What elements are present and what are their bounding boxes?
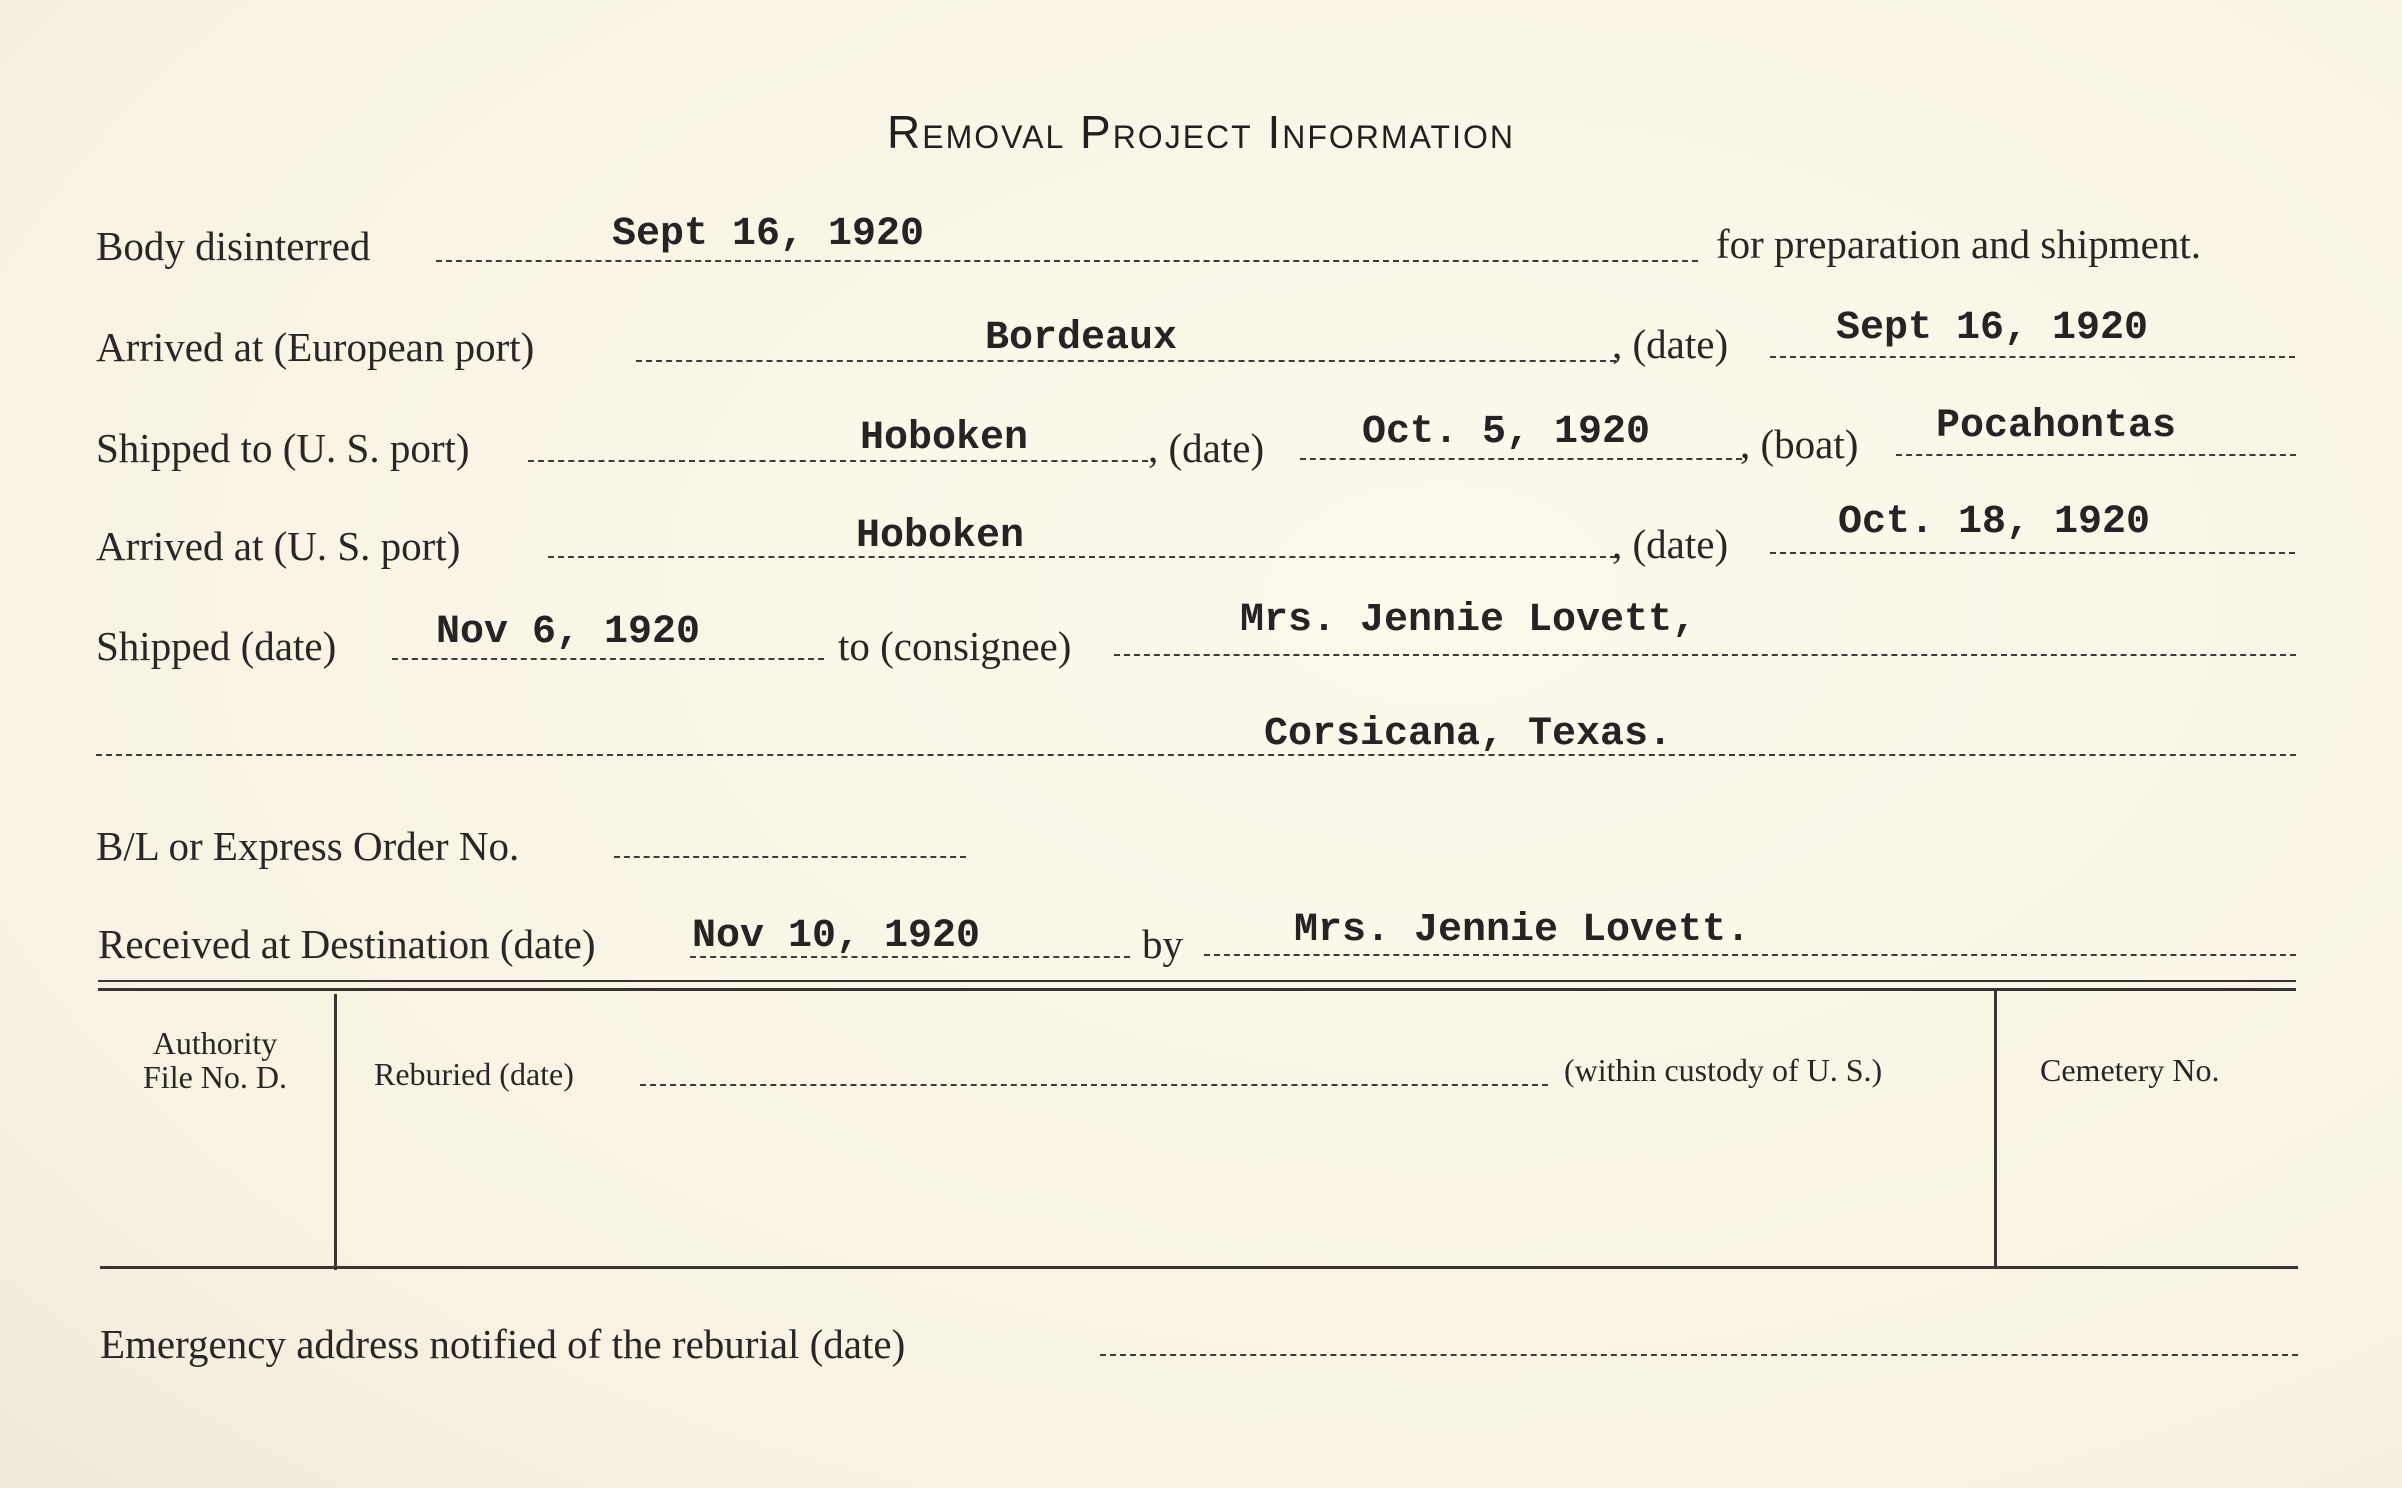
body-disinterred-line bbox=[436, 260, 1698, 262]
us-port-arrived-line bbox=[548, 556, 1616, 558]
shipped-date2-value: Nov 6, 1920 bbox=[436, 610, 701, 655]
european-date-line bbox=[1770, 356, 2295, 358]
authority-line2: File No. D. bbox=[143, 1059, 287, 1095]
double-rule-bottom bbox=[98, 988, 2296, 991]
boat-value: Pocahontas bbox=[1936, 404, 2177, 449]
box-divider-right bbox=[1994, 990, 1997, 1266]
consignee-address-line bbox=[96, 754, 2296, 756]
body-disinterred-label: Body disinterred bbox=[96, 223, 371, 269]
shipped-date-value: Oct. 5, 1920 bbox=[1362, 410, 1651, 455]
authority-line1: Authority bbox=[152, 1025, 278, 1061]
authority-file-label bbox=[100, 1026, 330, 1094]
european-date-value: Sept 16, 1920 bbox=[1836, 306, 2149, 351]
received-date-value: Nov 10, 1920 bbox=[692, 914, 981, 959]
reburied-line bbox=[640, 1084, 1548, 1086]
european-port-value: Bordeaux bbox=[985, 316, 1178, 361]
received-destination-label: Received at Destination (date) bbox=[98, 921, 596, 967]
cemetery-no-label: Cemetery No. bbox=[2040, 1052, 2220, 1088]
shipped-date2-label: Shipped (date) bbox=[96, 623, 337, 669]
consignee-address-value: Corsicana, Texas. bbox=[1264, 712, 1673, 757]
consignee-line bbox=[1114, 654, 2296, 656]
us-port-shipped-value: Hoboken bbox=[860, 416, 1029, 461]
shipped-date2-line bbox=[392, 658, 824, 660]
body-disinterred-value: Sept 16, 1920 bbox=[612, 212, 925, 257]
boat-line bbox=[1896, 454, 2296, 456]
us-port-arrived-label: Arrived at (U. S. port) bbox=[96, 523, 461, 569]
received-by-value: Mrs. Jennie Lovett. bbox=[1294, 908, 1751, 953]
consignee-label: to (consignee) bbox=[838, 623, 1072, 669]
european-port-label: Arrived at (European port) bbox=[96, 324, 535, 370]
arrived-date-line bbox=[1770, 552, 2295, 554]
us-port-arrived-value: Hoboken bbox=[856, 514, 1025, 559]
us-port-shipped-label: Shipped to (U. S. port) bbox=[96, 425, 470, 471]
arrived-date-label: , (date) bbox=[1612, 521, 1729, 567]
arrived-date-value: Oct. 18, 1920 bbox=[1838, 500, 2151, 545]
emergency-address-label: Emergency address notified of the reburial (date) bbox=[100, 1321, 906, 1367]
shipped-date-line bbox=[1300, 458, 1742, 460]
bl-order-line bbox=[614, 856, 966, 858]
reburied-label: Reburied (date) bbox=[374, 1056, 574, 1092]
box-bottom-rule bbox=[100, 1266, 2298, 1269]
boat-label: , (boat) bbox=[1740, 421, 1859, 467]
european-date-label: , (date) bbox=[1612, 321, 1729, 367]
preparation-suffix: for preparation and shipment. bbox=[1716, 221, 2202, 267]
double-rule-top bbox=[98, 980, 2296, 982]
bl-order-label: B/L or Express Order No. bbox=[96, 823, 520, 869]
shipped-date-label: , (date) bbox=[1148, 425, 1265, 471]
us-port-shipped-line bbox=[528, 460, 1148, 462]
page-title: Removal Project Information bbox=[887, 106, 1515, 158]
box-divider-left bbox=[334, 994, 337, 1270]
consignee-value: Mrs. Jennie Lovett, bbox=[1240, 598, 1697, 643]
emergency-address-line bbox=[1100, 1354, 2298, 1356]
received-by-label: by bbox=[1142, 921, 1183, 967]
received-by-line bbox=[1204, 954, 2296, 956]
custody-label: (within custody of U. S.) bbox=[1564, 1052, 1883, 1088]
